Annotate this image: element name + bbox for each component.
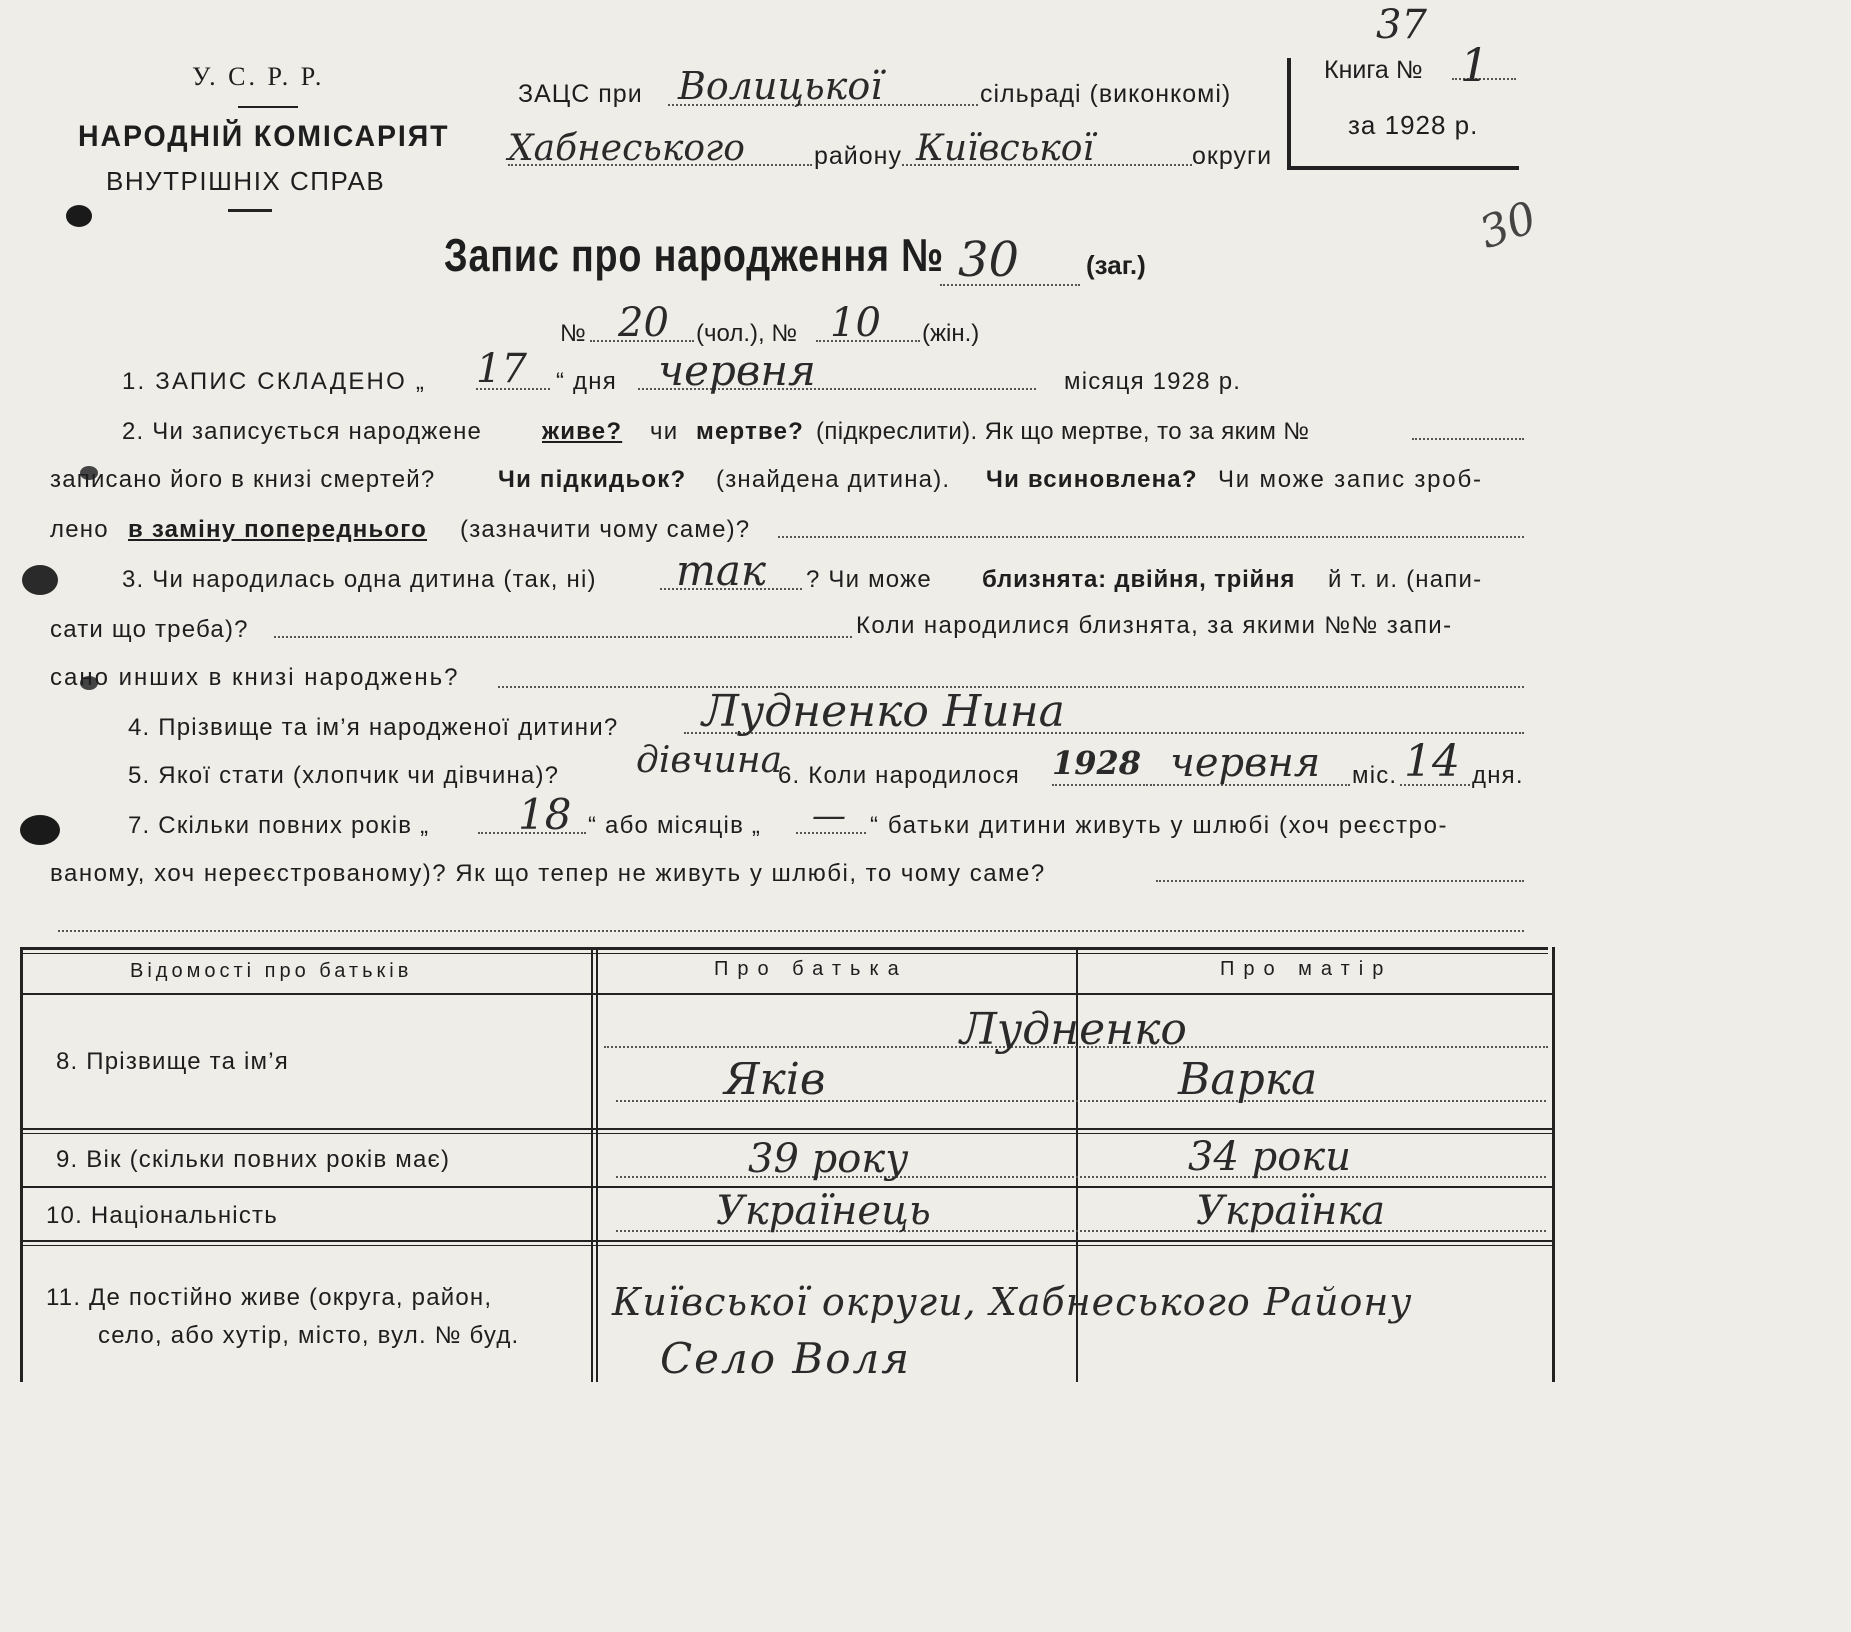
q2-line1-c: (підкреслити). Як що мертве, то за яким № (816, 418, 1310, 445)
q6-day-field (1400, 736, 1470, 786)
q3-line2-a: сати що треба)? (50, 616, 249, 643)
table-row8-bottom (20, 1128, 1555, 1130)
q5-answer-value: дівчина (636, 740, 783, 781)
table-top-border (20, 947, 1548, 950)
table-right-border (1552, 947, 1555, 1382)
q2-replace-field (778, 518, 1524, 538)
ministry-title: НАРОДНІЙ КОМІСАРІЯТ (78, 120, 450, 153)
row8-father-name: Яків (724, 1054, 826, 1105)
row9-label: 9. Вік (скільки повних років має) (56, 1146, 451, 1173)
total-suffix: (заг.) (1086, 250, 1146, 280)
punch-hole-1 (66, 205, 92, 227)
q2-dead: мертве? (696, 418, 805, 445)
q6-year-value: 1928 (1052, 744, 1142, 782)
table-left-border (20, 947, 23, 1382)
q6-day-value: 14 (1404, 736, 1460, 787)
record-number-field (940, 232, 1080, 286)
q7-reason-field-2 (58, 912, 1524, 932)
row11-address-line2: Село Воля (660, 1334, 912, 1383)
q2-line1-b: чи (650, 418, 679, 445)
q1-month-value: червня (658, 346, 816, 395)
q1-day-value: 17 (476, 346, 527, 392)
table-col-divider-1 (591, 947, 593, 1382)
q2-line3-b: (зазначити чому саме)? (460, 516, 751, 543)
q2-line2-a: записано його в книзі смертей? (50, 466, 436, 493)
table-top-border-inner (20, 953, 1548, 954)
table-row10-bottom (20, 1240, 1555, 1242)
republic-label: У. С. Р. Р. (192, 62, 325, 91)
punch-hole-3 (20, 815, 60, 845)
book-number-field (1452, 38, 1516, 92)
q7-line2: ваному, хоч нереєстрованому)? Як що тепер не живуть у шлюбі, то чому саме? (50, 860, 1046, 887)
q3-line1-c: й т. и. (напи- (1328, 566, 1483, 593)
q3-line3: сано инших в книзі народжень? (50, 664, 460, 691)
book-year: за 1928 р. (1348, 110, 1479, 140)
q7-label-b: “ або місяців „ (588, 812, 762, 839)
district-value: Хабнeського (508, 128, 745, 169)
q6-month-value: червня (1170, 740, 1321, 786)
q7-reason-field (1156, 862, 1524, 882)
q7-label-a: 7. Скільки повних років „ (128, 812, 430, 839)
q5-label: 5. Якої стати (хлопчик чи дівчина)? (128, 762, 560, 789)
q1-label: 1. ЗАПИС СКЛАДЕНО „ (122, 368, 427, 395)
male-label: (чол.), № (696, 320, 798, 347)
row10-father-nationality: Українець (716, 1188, 931, 1234)
q2-replace: в заміну попереднього (128, 516, 428, 543)
q7-years-value: 18 (518, 790, 572, 839)
q6-day-suffix: дня. (1472, 762, 1524, 789)
table-row10-bottom-b (20, 1245, 1555, 1246)
q2-line3-a: лено (50, 516, 109, 543)
row9-father-age: 39 року (748, 1136, 909, 1182)
punch-hole-2 (22, 565, 58, 595)
q4-answer-field (684, 686, 1524, 737)
record-number-value: 30 (958, 232, 1020, 288)
table-header-bottom (20, 993, 1555, 995)
q3-twins: близнята: двійня, трійня (982, 566, 1296, 593)
q7-years-field (478, 790, 586, 839)
row10-label: 10. Національність (46, 1202, 278, 1229)
table-header-parents: Відомості про батьків (130, 960, 413, 982)
row11-label-line1: 11. Де постійно живе (округа, район, (46, 1284, 493, 1311)
q2-death-number-field (1412, 420, 1524, 440)
female-number-field (816, 300, 920, 346)
ministry-subtitle: ВНУТРІШНІХ СПРАВ (106, 166, 386, 196)
q4-label: 4. Прізвище та ім’я народженої дитини? (128, 714, 619, 741)
table-col-divider-1b (596, 947, 598, 1382)
row11-address-line1: Київської округи, Хабнeського Району (612, 1280, 1413, 1324)
district-label: району (814, 142, 902, 170)
no-label: № (560, 320, 586, 347)
village-council-value: Волицької (678, 64, 883, 108)
q2-line2-c: Чи може запис зроб- (1218, 466, 1483, 493)
q6-label: 6. Коли народилося (778, 762, 1020, 789)
q7-months-value: — (812, 796, 846, 836)
q2-foundling: Чи підкидьок? (498, 466, 687, 493)
village-council-suffix: сільраді (виконкомі) (980, 80, 1232, 108)
q3-twins-field (274, 618, 852, 638)
female-number-value: 10 (830, 300, 881, 346)
male-number-field (590, 300, 694, 346)
divider (228, 209, 272, 212)
record-title: Запис про народження № (444, 229, 945, 281)
divider (238, 106, 298, 108)
q2-adopted: Чи всиновлена? (986, 466, 1198, 493)
row8-mother-name: Варка (1178, 1054, 1318, 1105)
row10-mother-nationality: Українка (1196, 1188, 1386, 1234)
q1-day-suffix: “ дня (556, 368, 617, 395)
table-header-father: Про батька (714, 958, 908, 980)
female-label: (жін.) (922, 320, 980, 347)
row8-shared-surname: Лудненко (960, 1004, 1187, 1055)
book-label: Книга № (1324, 56, 1423, 84)
zags-prefix: ЗАЦС при (518, 80, 643, 108)
q6-year-field (1052, 744, 1148, 786)
q4-answer-value: Лудненко Нина (702, 686, 1065, 737)
q7-months-field (796, 796, 866, 834)
q1-month-suffix: місяця 1928 р. (1064, 368, 1242, 395)
village-council-field (668, 64, 978, 106)
q6-month-suffix: міс. (1352, 762, 1398, 789)
table-header-mother: Про матір (1220, 958, 1393, 980)
row11-label-line2: село, або хутір, місто, вул. № буд. (98, 1322, 520, 1349)
q6-month-field (1150, 740, 1350, 786)
row9-mother-age: 34 роки (1188, 1134, 1351, 1180)
q1-month-field (638, 346, 1036, 395)
q2-line1-a: 2. Чи записується народжене (122, 418, 483, 445)
q3-answer-value: так (676, 546, 766, 595)
book-box-left-border (1287, 58, 1291, 170)
corner-mark: 30 (1472, 191, 1544, 260)
district-field (508, 128, 812, 169)
okrug-field (902, 128, 1192, 169)
book-number-value: 1 (1460, 38, 1490, 92)
q2-alive: живе? (542, 418, 623, 445)
book-box-bottom-border (1287, 166, 1519, 170)
okrug-label: округи (1192, 142, 1273, 170)
q3-others-field (498, 668, 1524, 688)
row8-label: 8. Прізвище та ім’я (56, 1048, 289, 1075)
q1-day-field (476, 346, 550, 390)
male-number-value: 20 (618, 300, 669, 346)
q3-line1-a: 3. Чи народилась одна дитина (так, ні) (122, 566, 597, 593)
okrug-value: Київської (916, 128, 1094, 169)
q3-answer-field (660, 546, 802, 595)
q7-label-c: “ батьки дитини живуть у шлюбі (хоч реєстро- (870, 812, 1449, 839)
q2-line2-b: (знайдена дитина). (716, 466, 951, 493)
q3-line2-b: Коли народилися близнята, за якими №№ запи- (856, 612, 1453, 639)
q3-line1-b: ? Чи може (806, 566, 932, 593)
page-number: 37 (1376, 2, 1427, 48)
